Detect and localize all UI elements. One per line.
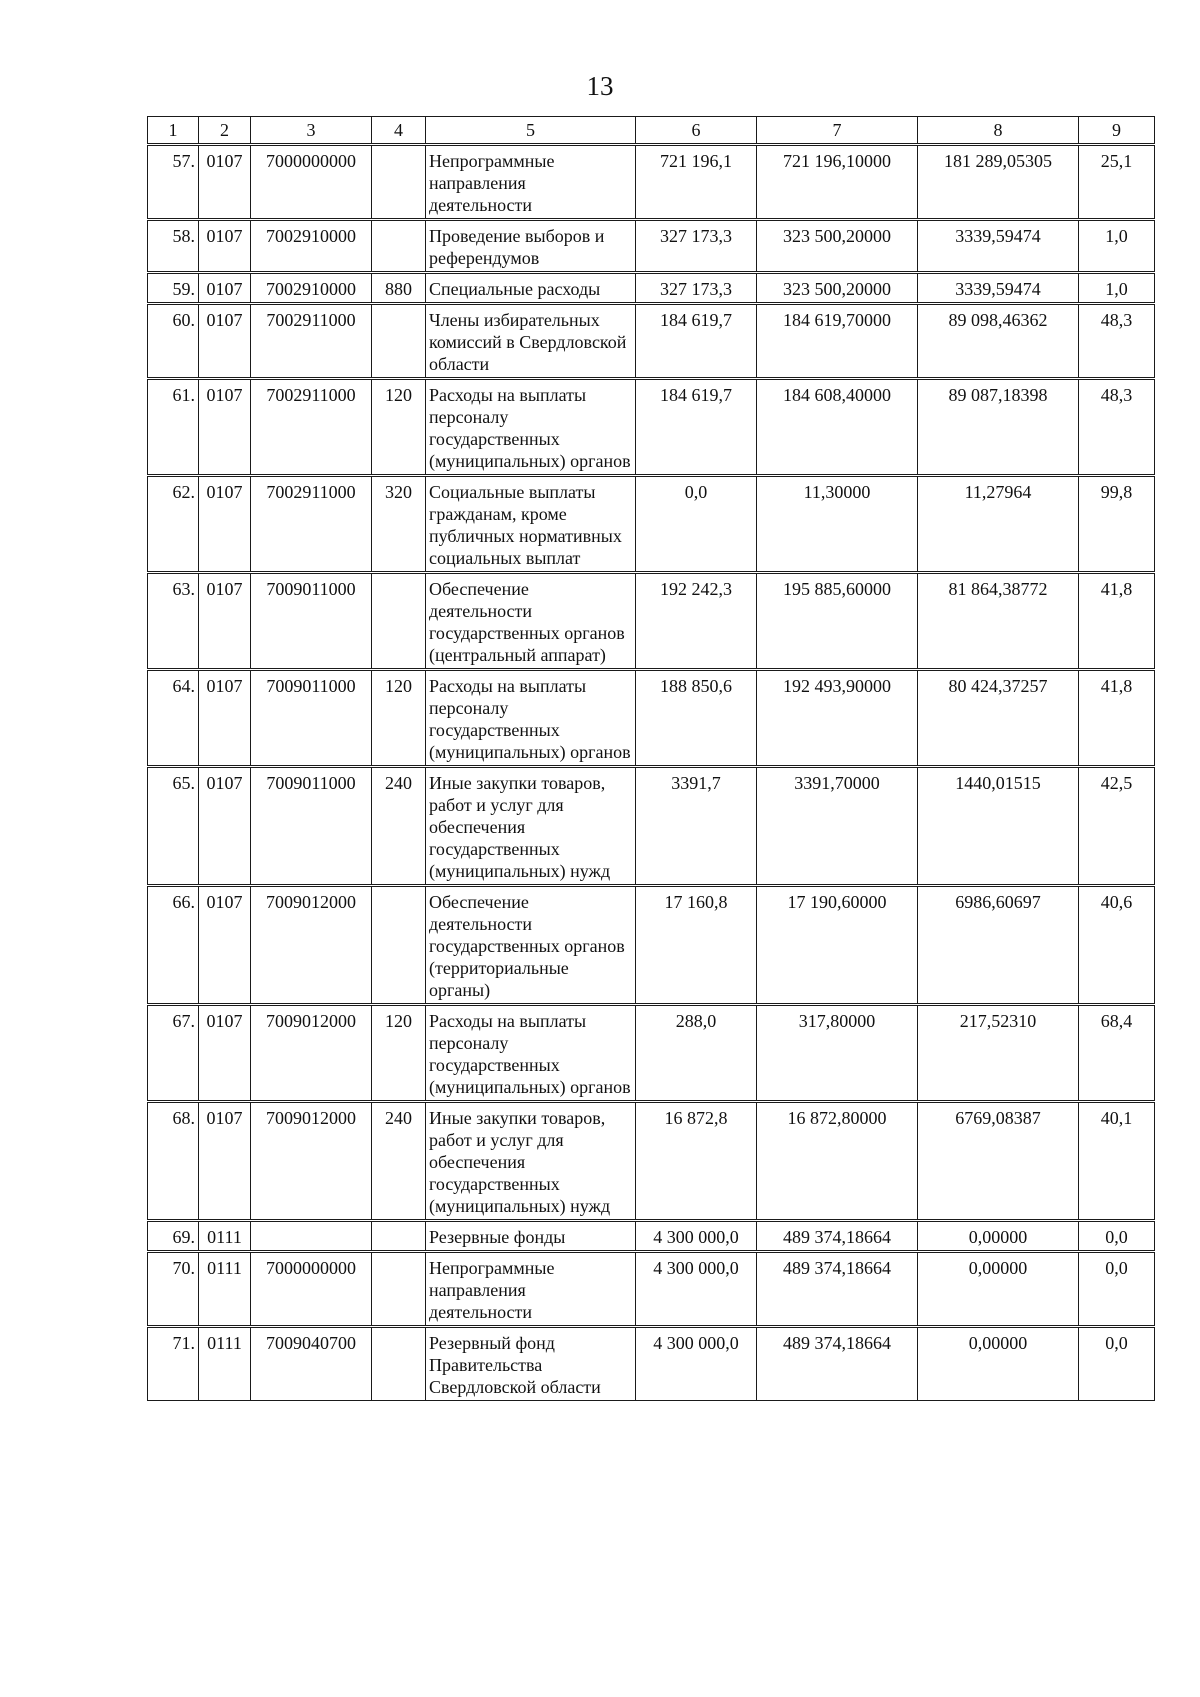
section-code-cell: 0107 <box>199 670 251 767</box>
percent-executed-cell: 41,8 <box>1079 573 1155 670</box>
percent-executed-cell: 0,0 <box>1079 1252 1155 1327</box>
expense-type-cell: 120 <box>372 670 426 767</box>
header-cell-1: 1 <box>148 117 199 145</box>
header-cell-2: 2 <box>199 117 251 145</box>
target-article-cell: 7002911000 <box>251 476 372 573</box>
row-number-cell: 60. <box>148 304 199 379</box>
budget-plan-cell: 184 619,70000 <box>757 304 918 379</box>
row-number-cell: 71. <box>148 1327 199 1401</box>
table-row <box>148 1252 1155 1327</box>
header-cell-6: 6 <box>636 117 757 145</box>
target-article-cell: 7000000000 <box>251 145 372 220</box>
executed-amount-cell: 3339,59474 <box>918 220 1079 273</box>
expense-type-cell: 320 <box>372 476 426 573</box>
budget-plan-cell: 317,80000 <box>757 1005 918 1102</box>
row-number-cell: 67. <box>148 1005 199 1102</box>
approved-amount-cell: 3391,7 <box>636 767 757 886</box>
expense-type-cell <box>372 1221 426 1252</box>
section-code-cell: 0107 <box>199 220 251 273</box>
section-code-cell: 0107 <box>199 304 251 379</box>
percent-executed-cell: 48,3 <box>1079 304 1155 379</box>
percent-executed-cell: 42,5 <box>1079 767 1155 886</box>
approved-amount-cell: 188 850,6 <box>636 670 757 767</box>
approved-amount-cell: 327 173,3 <box>636 273 757 304</box>
table-row <box>148 767 1155 886</box>
header-cell-5: 5 <box>426 117 636 145</box>
budget-plan-cell: 721 196,10000 <box>757 145 918 220</box>
section-code-cell: 0107 <box>199 767 251 886</box>
percent-executed-cell: 0,0 <box>1079 1327 1155 1401</box>
expense-type-cell <box>372 145 426 220</box>
header-cell-7: 7 <box>757 117 918 145</box>
percent-executed-cell: 40,6 <box>1079 886 1155 1005</box>
budget-plan-cell: 323 500,20000 <box>757 273 918 304</box>
percent-executed-cell: 68,4 <box>1079 1005 1155 1102</box>
table-row <box>148 670 1155 767</box>
row-number-cell: 57. <box>148 145 199 220</box>
target-article-cell: 7009011000 <box>251 767 372 886</box>
table-row <box>148 304 1155 379</box>
percent-executed-cell: 99,8 <box>1079 476 1155 573</box>
executed-amount-cell: 81 864,38772 <box>918 573 1079 670</box>
approved-amount-cell: 17 160,8 <box>636 886 757 1005</box>
header-row <box>148 117 1155 145</box>
executed-amount-cell: 0,00000 <box>918 1327 1079 1401</box>
item-name-cell: Специальные расходы <box>426 273 636 304</box>
executed-amount-cell: 181 289,05305 <box>918 145 1079 220</box>
expense-type-cell <box>372 1327 426 1401</box>
item-name-cell: Иные закупки товаров, работ и услуг для обеспечения государственных (муниципальных) нужд <box>426 767 636 886</box>
expense-type-cell <box>372 886 426 1005</box>
percent-executed-cell: 48,3 <box>1079 379 1155 476</box>
section-code-cell: 0107 <box>199 145 251 220</box>
expense-type-cell: 240 <box>372 1102 426 1221</box>
expense-type-cell: 120 <box>372 379 426 476</box>
table-row <box>148 1327 1155 1401</box>
percent-executed-cell: 0,0 <box>1079 1221 1155 1252</box>
approved-amount-cell: 4 300 000,0 <box>636 1327 757 1401</box>
target-article-cell: 7000000000 <box>251 1252 372 1327</box>
item-name-cell: Расходы на выплаты персоналу государственных (муниципальных) органов <box>426 1005 636 1102</box>
row-number-cell: 62. <box>148 476 199 573</box>
budget-plan-cell: 489 374,18664 <box>757 1327 918 1401</box>
expense-type-cell: 240 <box>372 767 426 886</box>
executed-amount-cell: 89 087,18398 <box>918 379 1079 476</box>
budget-plan-cell: 11,30000 <box>757 476 918 573</box>
budget-plan-cell: 192 493,90000 <box>757 670 918 767</box>
item-name-cell: Проведение выборов и референдумов <box>426 220 636 273</box>
target-article-cell: 7009012000 <box>251 886 372 1005</box>
header-cell-8: 8 <box>918 117 1079 145</box>
section-code-cell: 0107 <box>199 379 251 476</box>
table-row <box>148 1221 1155 1252</box>
percent-executed-cell: 25,1 <box>1079 145 1155 220</box>
table-row <box>148 145 1155 220</box>
target-article-cell: 7009011000 <box>251 573 372 670</box>
page-number: 13 <box>586 71 614 101</box>
budget-plan-cell: 489 374,18664 <box>757 1221 918 1252</box>
table-row <box>148 573 1155 670</box>
section-code-cell: 0111 <box>199 1252 251 1327</box>
approved-amount-cell: 16 872,8 <box>636 1102 757 1221</box>
percent-executed-cell: 40,1 <box>1079 1102 1155 1221</box>
approved-amount-cell: 0,0 <box>636 476 757 573</box>
table-row <box>148 1005 1155 1102</box>
approved-amount-cell: 184 619,7 <box>636 304 757 379</box>
target-article-cell: 7009011000 <box>251 670 372 767</box>
executed-amount-cell: 6986,60697 <box>918 886 1079 1005</box>
target-article-cell: 7009012000 <box>251 1102 372 1221</box>
approved-amount-cell: 192 242,3 <box>636 573 757 670</box>
approved-amount-cell: 184 619,7 <box>636 379 757 476</box>
row-number-cell: 61. <box>148 379 199 476</box>
executed-amount-cell: 217,52310 <box>918 1005 1079 1102</box>
target-article-cell: 7002911000 <box>251 379 372 476</box>
percent-executed-cell: 1,0 <box>1079 273 1155 304</box>
row-number-cell: 59. <box>148 273 199 304</box>
section-code-cell: 0107 <box>199 273 251 304</box>
item-name-cell: Социальные выплаты гражданам, кроме публичных нормативных социальных выплат <box>426 476 636 573</box>
approved-amount-cell: 4 300 000,0 <box>636 1252 757 1327</box>
target-article-cell: 7002910000 <box>251 220 372 273</box>
item-name-cell: Резервные фонды <box>426 1221 636 1252</box>
percent-executed-cell: 41,8 <box>1079 670 1155 767</box>
target-article-cell: 7002910000 <box>251 273 372 304</box>
header-cell-4: 4 <box>372 117 426 145</box>
target-article-cell <box>251 1221 372 1252</box>
approved-amount-cell: 4 300 000,0 <box>636 1221 757 1252</box>
budget-plan-cell: 17 190,60000 <box>757 886 918 1005</box>
budget-plan-cell: 184 608,40000 <box>757 379 918 476</box>
item-name-cell: Расходы на выплаты персоналу государственных (муниципальных) органов <box>426 670 636 767</box>
executed-amount-cell: 6769,08387 <box>918 1102 1079 1221</box>
item-name-cell: Обеспечение деятельности государственных органов (центральный аппарат) <box>426 573 636 670</box>
row-number-cell: 58. <box>148 220 199 273</box>
target-article-cell: 7009040700 <box>251 1327 372 1401</box>
item-name-cell: Члены избирательных комиссий в Свердловской области <box>426 304 636 379</box>
executed-amount-cell: 0,00000 <box>918 1252 1079 1327</box>
item-name-cell: Резервный фонд Правительства Свердловской области <box>426 1327 636 1401</box>
row-number-cell: 63. <box>148 573 199 670</box>
expense-type-cell <box>372 304 426 379</box>
row-number-cell: 69. <box>148 1221 199 1252</box>
approved-amount-cell: 721 196,1 <box>636 145 757 220</box>
section-code-cell: 0107 <box>199 1005 251 1102</box>
item-name-cell: Непрограммные направления деятельности <box>426 145 636 220</box>
table-row <box>148 220 1155 273</box>
budget-plan-cell: 195 885,60000 <box>757 573 918 670</box>
table-row <box>148 1102 1155 1221</box>
table-row <box>148 886 1155 1005</box>
row-number-cell: 68. <box>148 1102 199 1221</box>
target-article-cell: 7002911000 <box>251 304 372 379</box>
section-code-cell: 0111 <box>199 1327 251 1401</box>
budget-plan-cell: 16 872,80000 <box>757 1102 918 1221</box>
item-name-cell: Непрограммные направления деятельности <box>426 1252 636 1327</box>
header-cell-9: 9 <box>1079 117 1155 145</box>
expense-type-cell <box>372 1252 426 1327</box>
approved-amount-cell: 327 173,3 <box>636 220 757 273</box>
expense-type-cell <box>372 573 426 670</box>
executed-amount-cell: 11,27964 <box>918 476 1079 573</box>
row-number-cell: 64. <box>148 670 199 767</box>
item-name-cell: Иные закупки товаров, работ и услуг для обеспечения государственных (муниципальных) нужд <box>426 1102 636 1221</box>
budget-plan-cell: 323 500,20000 <box>757 220 918 273</box>
section-code-cell: 0111 <box>199 1221 251 1252</box>
header-cell-3: 3 <box>251 117 372 145</box>
row-number-cell: 70. <box>148 1252 199 1327</box>
budget-table <box>147 116 1155 1401</box>
executed-amount-cell: 3339,59474 <box>918 273 1079 304</box>
section-code-cell: 0107 <box>199 573 251 670</box>
table-row <box>148 273 1155 304</box>
executed-amount-cell: 89 098,46362 <box>918 304 1079 379</box>
executed-amount-cell: 1440,01515 <box>918 767 1079 886</box>
target-article-cell: 7009012000 <box>251 1005 372 1102</box>
budget-plan-cell: 3391,70000 <box>757 767 918 886</box>
section-code-cell: 0107 <box>199 476 251 573</box>
percent-executed-cell: 1,0 <box>1079 220 1155 273</box>
expense-type-cell: 120 <box>372 1005 426 1102</box>
item-name-cell: Расходы на выплаты персоналу государственных (муниципальных) органов <box>426 379 636 476</box>
section-code-cell: 0107 <box>199 886 251 1005</box>
item-name-cell: Обеспечение деятельности государственных органов (территориальные органы) <box>426 886 636 1005</box>
approved-amount-cell: 288,0 <box>636 1005 757 1102</box>
expense-type-cell <box>372 220 426 273</box>
row-number-cell: 66. <box>148 886 199 1005</box>
table-body <box>148 145 1155 1401</box>
table-row <box>148 476 1155 573</box>
executed-amount-cell: 80 424,37257 <box>918 670 1079 767</box>
row-number-cell: 65. <box>148 767 199 886</box>
executed-amount-cell: 0,00000 <box>918 1221 1079 1252</box>
budget-plan-cell: 489 374,18664 <box>757 1252 918 1327</box>
table-row <box>148 379 1155 476</box>
section-code-cell: 0107 <box>199 1102 251 1221</box>
expense-type-cell: 880 <box>372 273 426 304</box>
